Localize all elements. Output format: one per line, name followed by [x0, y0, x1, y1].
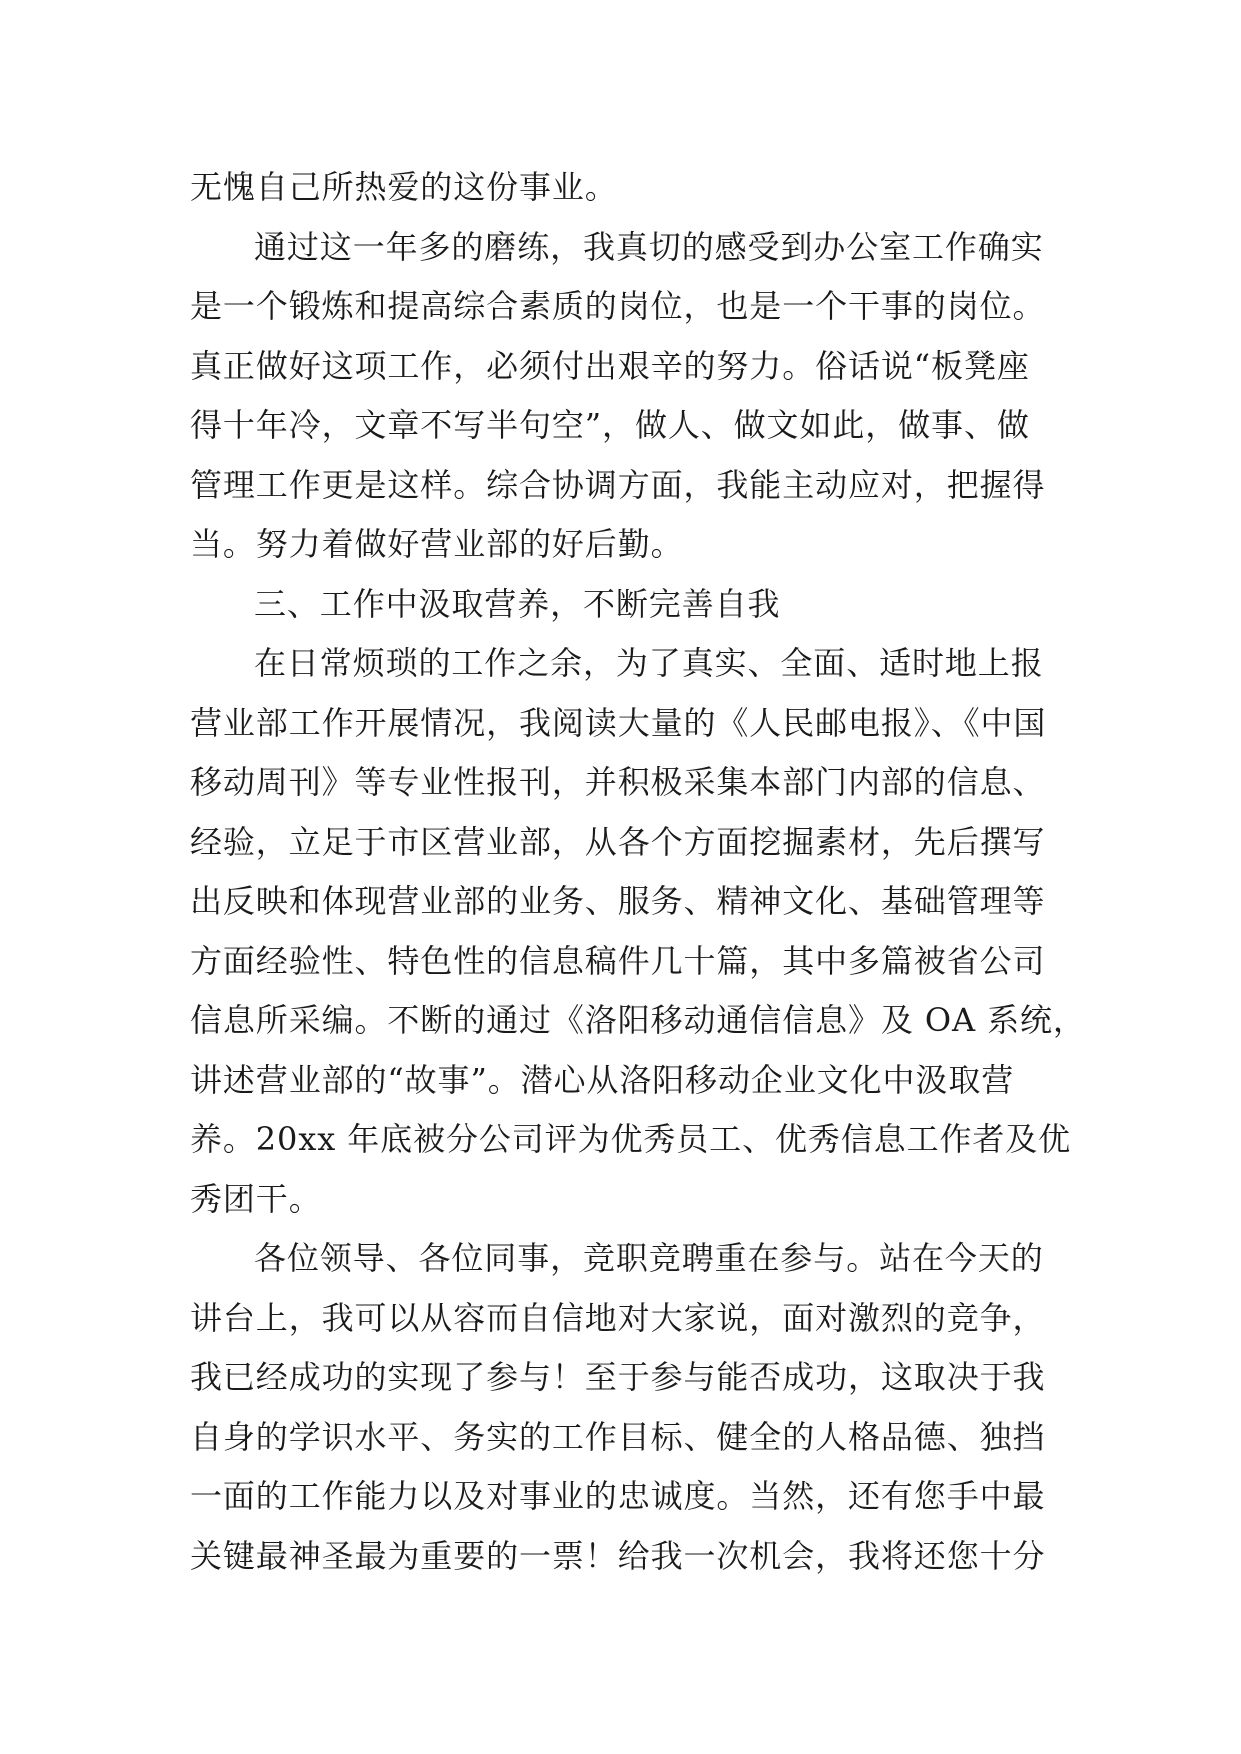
text-line: 信息所采编。不断的通过《洛阳移动通信信息》及 OA 系统， [190, 1001, 1086, 1039]
text-line: 在日常烦琐的工作之余，为了真实、全面、适时地上报 [254, 644, 1044, 682]
text-line: 关键最神圣最为重要的一票！给我一次机会，我将还您十分 [190, 1536, 1046, 1575]
text-line: 是一个锻炼和提高综合素质的岗位，也是一个干事的岗位。 [190, 287, 1046, 325]
text-line: 我已经成功的实现了参与！至于参与能否成功，这取决于我 [190, 1358, 1046, 1396]
text-line: 营业部工作开展情况，我阅读大量的《人民邮电报》、《中国 [190, 703, 1047, 742]
document-body [190, 158, 1086, 1586]
text-line: 各位领导、各位同事，竞职竞聘重在参与。站在今天的 [254, 1239, 1044, 1277]
text-line: 讲述营业部的“故事”。潜心从洛阳移动企业文化中汲取营 [190, 1060, 1015, 1099]
text-line: 通过这一年多的磨练，我真切的感受到办公室工作确实 [254, 227, 1044, 266]
text-line: 移动周刊》等专业性报刊，并积极采集本部门内部的信息、 [190, 763, 1046, 801]
text-line: 讲台上，我可以从容而自信地对大家说，面对激烈的竞争， [190, 1298, 1046, 1337]
text-line: 出反映和体现营业部的业务、服务、精神文化、基础管理等 [190, 882, 1046, 920]
text-line: 一面的工作能力以及对事业的忠诚度。当然，还有您手中最 [190, 1477, 1046, 1515]
text-line: 经验，立足于市区营业部，从各个方面挖掘素材，先后撰写 [190, 822, 1046, 861]
section-heading: 三、工作中汲取营养，不断完善自我 [254, 584, 781, 623]
text-line: 自身的学识水平、务实的工作目标、健全的人格品德、独挡 [190, 1417, 1046, 1456]
text-line: 管理工作更是这样。综合协调方面，我能主动应对，把握得 [190, 465, 1046, 504]
text-line: 方面经验性、特色性的信息稿件几十篇，其中多篇被省公司 [190, 941, 1046, 980]
text-line: 秀团干。 [190, 1179, 322, 1218]
text-line: 无愧自己所热爱的这份事业。 [190, 168, 618, 206]
text-line: 当。努力着做好营业部的好后勤。 [190, 525, 684, 563]
text-line: 养。20xx 年底被分公司评为优秀员工、优秀信息工作者及优 [190, 1120, 1072, 1158]
text-line: 得十年冷，文章不写半句空”，做人、做文如此，做事、做 [190, 406, 1030, 444]
text-line: 真正做好这项工作，必须付出艰辛的努力。俗话说“板凳座 [190, 346, 1030, 385]
